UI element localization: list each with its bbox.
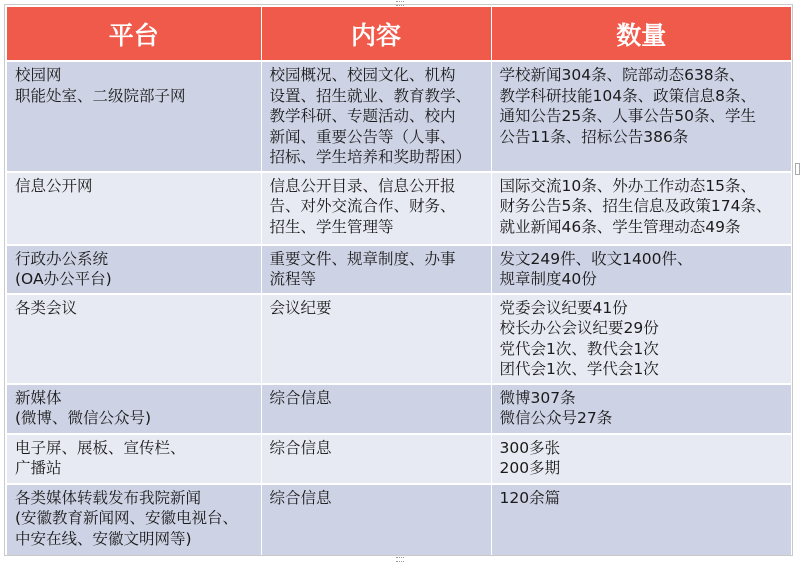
platform-text-line: 各类媒体转载发布我院新闻	[15, 488, 202, 507]
content-text-line: 教学科研、专题活动、校内	[269, 107, 456, 125]
content-cell	[261, 172, 491, 245]
count-cell	[491, 484, 791, 555]
content-text-line: 校园概况、校园文化、机构	[269, 66, 456, 84]
table-row	[7, 484, 791, 555]
count-cell	[491, 294, 791, 384]
table-row	[7, 172, 791, 245]
count-cell	[491, 434, 791, 484]
platform-cell	[7, 294, 261, 384]
header-platform: 平台	[7, 7, 261, 61]
platform-text-line: 广播站	[15, 459, 62, 477]
platform-cell	[7, 384, 261, 434]
count-text-line: 团代会1次、学代会1次	[499, 360, 659, 378]
content-text-line: 流程等	[269, 270, 317, 288]
platform-text-line: 中安在线、安徽文明网等)	[15, 529, 192, 548]
content-text-line: 招生、学生管理等	[269, 217, 394, 236]
count-cell	[491, 245, 791, 294]
platform-text-line: 校园网	[15, 66, 62, 84]
platform-text-line: (微博、微信公众号)	[15, 409, 152, 427]
platform-text-line: 电子屏、展板、宣传栏、	[15, 438, 186, 457]
bottom-resize-handle[interactable]	[396, 557, 404, 562]
header-content: 内容	[261, 7, 491, 61]
content-text-line: 综合信息	[269, 488, 332, 507]
count-text-line: 通知公告25条、人事公告50条、学生	[499, 107, 756, 125]
count-text-line: 就业新闻46条、学生管理动态49条	[499, 217, 741, 236]
content-cell	[261, 484, 491, 555]
count-text-line: 公告11条、招标公告386条	[499, 127, 689, 146]
content-text-line: 招标、学生培养和奖助帮困）	[269, 148, 472, 166]
count-text-line: 国际交流10条、外办工作动态15条、	[499, 176, 756, 195]
count-text-line: 教学科研技能104条、政策信息8条、	[499, 86, 756, 105]
content-text-line: 会议纪要	[269, 298, 332, 317]
platform-text-line: (OA办公平台)	[15, 270, 112, 288]
count-text-line: 党委会议纪要41份	[499, 298, 628, 317]
header-count: 数量	[491, 7, 791, 61]
count-text-line: 微博307条	[499, 388, 576, 407]
count-text-line: 微信公众号27条	[499, 409, 613, 427]
platform-info-table	[7, 7, 791, 555]
content-cell	[261, 245, 491, 294]
content-text-line: 综合信息	[269, 388, 332, 407]
count-text-line: 党代会1次、教代会1次	[499, 339, 659, 358]
platform-text-line: 行政办公系统	[15, 249, 109, 268]
table-row	[7, 294, 791, 384]
platform-text-line: 信息公开网	[15, 176, 93, 195]
content-text-line: 告、对外交流合作、财务、	[269, 197, 456, 215]
content-cell	[261, 434, 491, 484]
platform-text-line: (安徽教育新闻网、安徽电视台、	[15, 509, 239, 527]
top-resize-handle[interactable]	[396, 1, 404, 6]
platform-text-line: 职能处室、二级院部子网	[15, 86, 186, 105]
count-cell	[491, 384, 791, 434]
count-cell	[491, 172, 791, 245]
content-text-line: 重要文件、规章制度、办事	[269, 249, 456, 268]
right-resize-handle[interactable]	[795, 163, 800, 175]
platform-cell	[7, 484, 261, 555]
table-row	[7, 434, 791, 484]
platform-text-line: 各类会议	[15, 298, 78, 317]
content-text-line: 设置、招生就业、教育教学、	[269, 86, 472, 105]
platform-text-line: 新媒体	[15, 388, 62, 407]
header-row	[7, 7, 791, 61]
count-text-line: 规章制度40份	[499, 270, 597, 288]
platform-cell	[7, 61, 261, 172]
count-text-line: 财务公告5条、招生信息及政策174条、	[499, 197, 772, 215]
table-row	[7, 384, 791, 434]
platform-cell	[7, 434, 261, 484]
count-text-line: 校长办公会议纪要29份	[499, 319, 659, 337]
content-text-line: 新闻、重要公告等（人事、	[269, 127, 456, 146]
count-text-line: 120余篇	[499, 488, 561, 507]
count-cell	[491, 61, 791, 172]
content-text-line: 信息公开目录、信息公开报	[269, 176, 456, 195]
count-text-line: 学校新闻304条、院部动态638条、	[499, 66, 745, 84]
content-cell	[261, 294, 491, 384]
platform-cell	[7, 245, 261, 294]
platform-cell	[7, 172, 261, 245]
table-row	[7, 245, 791, 294]
count-text-line: 200多期	[499, 459, 561, 477]
content-cell	[261, 384, 491, 434]
table-row	[7, 61, 791, 172]
content-cell	[261, 61, 491, 172]
count-text-line: 发文249件、收文1400件、	[499, 249, 693, 268]
content-text-line: 综合信息	[269, 438, 332, 457]
count-text-line: 300多张	[499, 438, 561, 457]
